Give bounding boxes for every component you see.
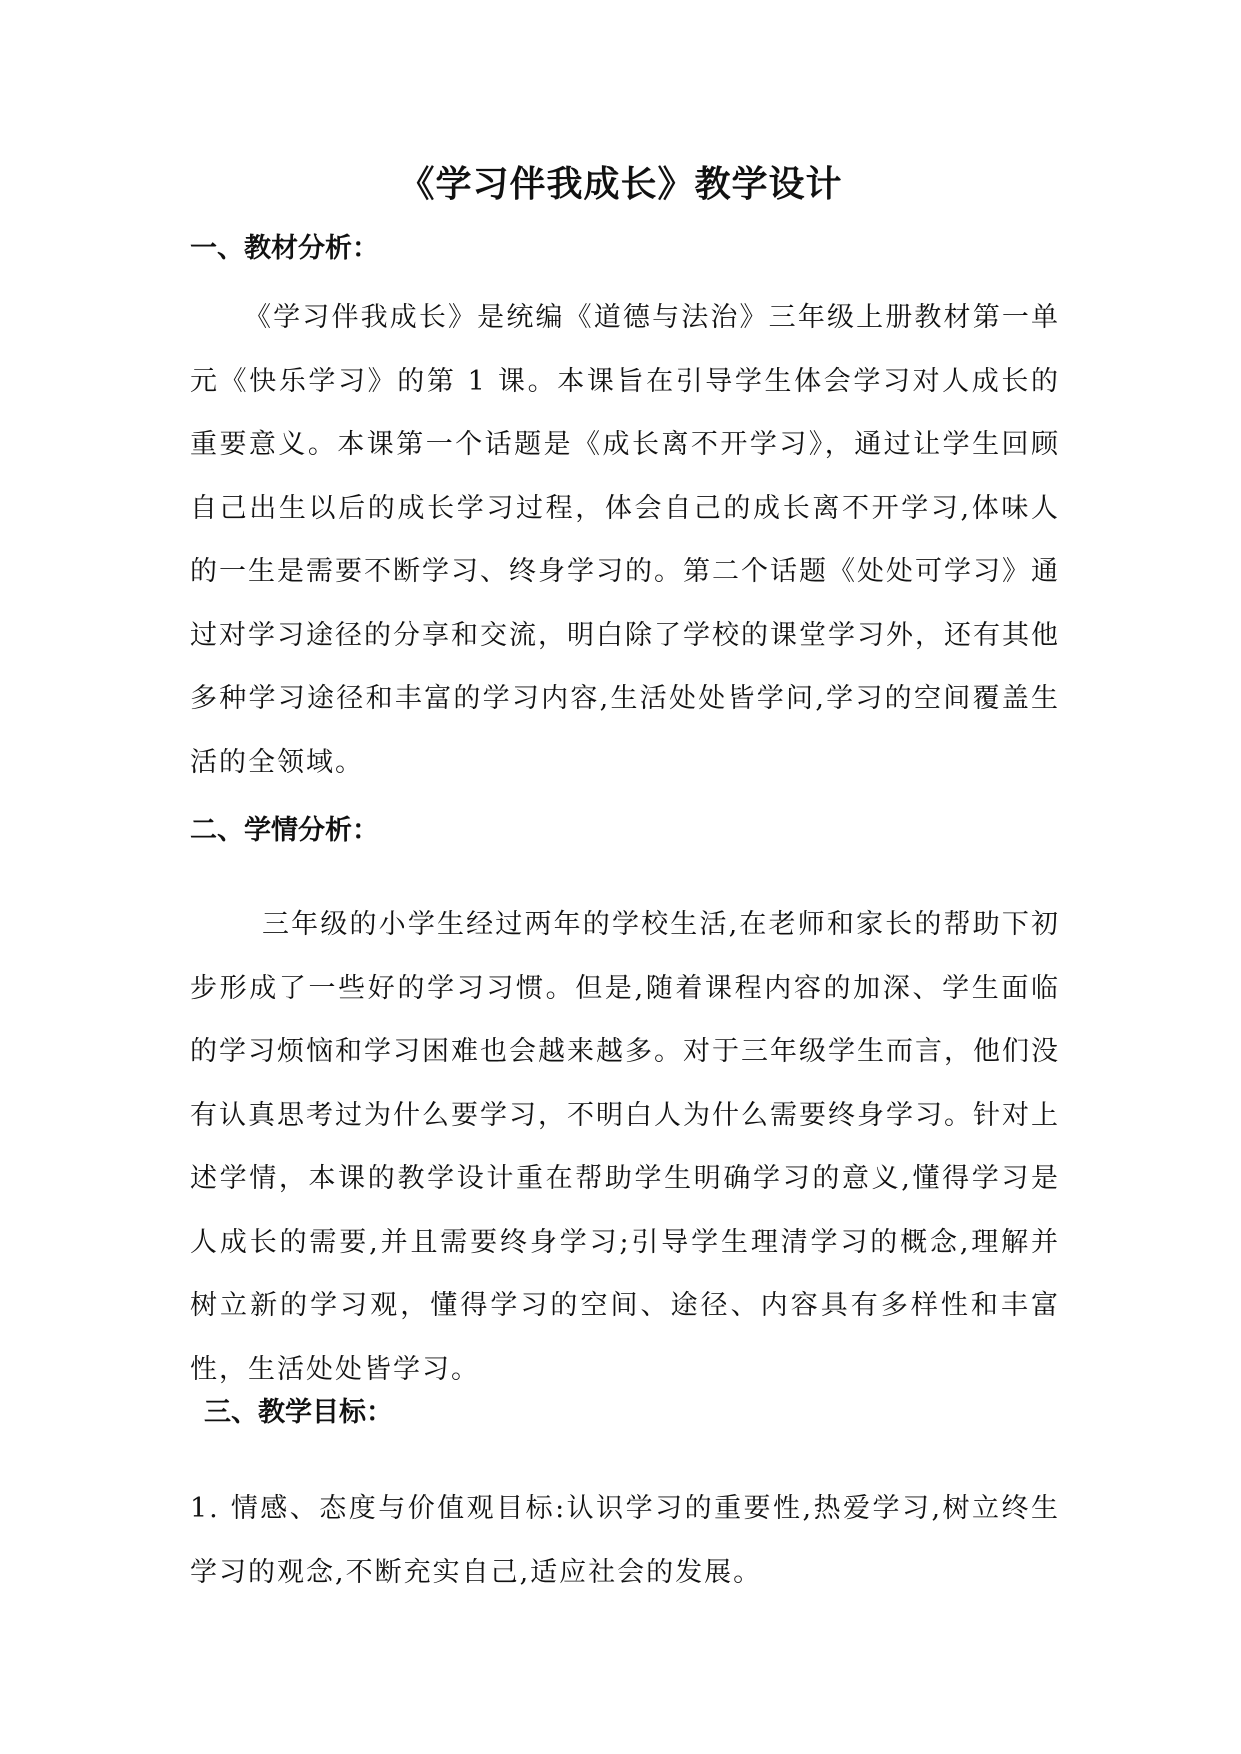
section-heading-textbook-analysis: 一、教材分析： xyxy=(190,233,379,264)
section-heading-student-analysis: 二、学情分析： xyxy=(190,815,379,846)
section-paragraph-textbook-analysis: 《学习伴我成长》是统编《道德与法治》三年级上册教材第一单元《快乐学习》的第 1 课。本课旨在引导学生体会学习对人成长的重要意义。本课第一个话题是《成长离不开学习》，通过让学生回顾自己出生以后的成长学习过程，体会自己的成长离不开学习,体味人的一生是需要不断学习、终身学习的。第二个话题《处处可学习》通过对学习途径的分享和交流，明白除了学校的课堂学习外，还有其他多种学习途径和丰富的学习内容,生活处处皆学问,学习的空间覆盖生活的全领域。 xyxy=(190,302,1060,778)
section-paragraph-student-analysis: 三年级的小学生经过两年的学校生活,在老师和家长的帮助下初步形成了一些好的学习习惯。但是,随着课程内容的加深、学生面临的学习烦恼和学习困难也会越来越多。对于三年级学生而言，他们没有认真思考过为什么要学习，不明白人为什么需要终身学习。针对上述学情，本课的教学设计重在帮助学生明确学习的意义,懂得学习是人成长的需要,并且需要终身学习;引导学生理清学习的概念,理解并树立新的学习观，懂得学习的空间、途径、内容具有多样性和丰富性，生活处处皆学习。 xyxy=(190,909,1060,1385)
section-paragraph-teaching-objectives: 1. 情感、态度与价值观目标:认识学习的重要性,热爱学习,树立终生学习的观念,不断充实自己,适应社会的发展。 xyxy=(190,1493,1060,1588)
document-title: 《学习伴我成长》教学设计 xyxy=(398,163,843,205)
section-heading-teaching-objectives: 三、教学目标： xyxy=(204,1397,393,1428)
